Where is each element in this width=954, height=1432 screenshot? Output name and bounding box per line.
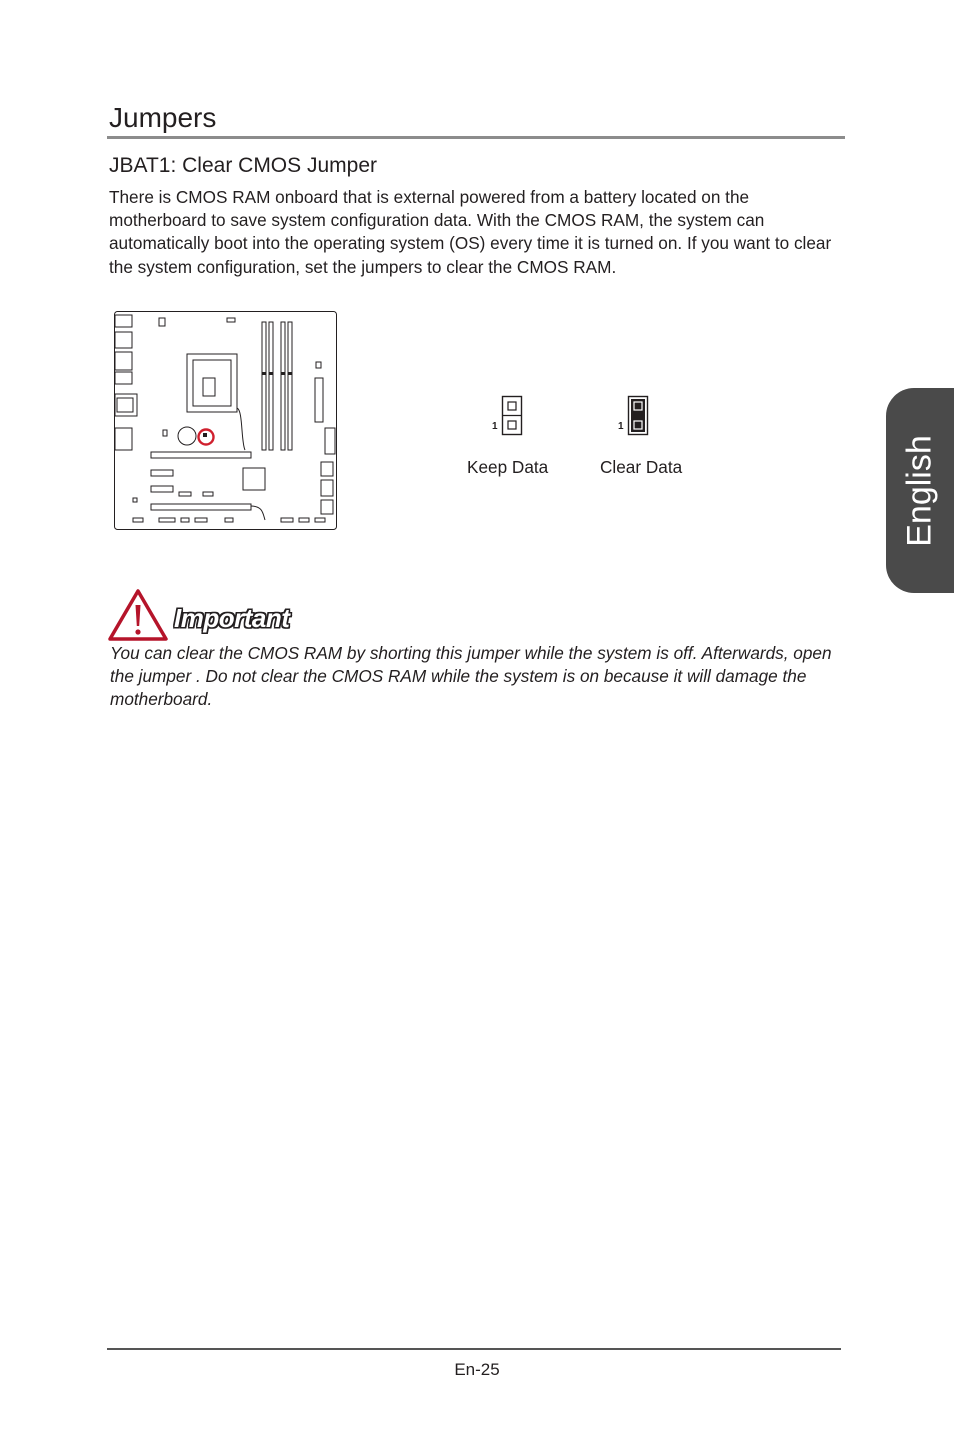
section-body: There is CMOS RAM onboard that is external powered from a battery located on the motherboard to save system configuration data. With the CMOS RAM, the system can automatically boot into the operating system (OS) every time it is turned on. If you want to clear the system configuration, set the jumpers to clear the CMOS RAM. xyxy=(109,187,832,277)
language-tab xyxy=(886,388,954,593)
important-text: You can clear the CMOS RAM by shorting this jumper while the system is off. Afterwards, open the jumper . Do not clear the CMOS RAM while the system is on because it will damage the motherboard. xyxy=(110,643,832,710)
language-tab-label: English xyxy=(900,434,939,547)
keep-data-pin1-label: 1 xyxy=(492,421,498,432)
warning-icon xyxy=(107,588,169,642)
keep-data-label: Keep Data xyxy=(467,457,549,477)
section-title: JBAT1: Clear CMOS Jumper xyxy=(109,154,378,177)
page-title: Jumpers xyxy=(109,102,217,133)
page-number: En-25 xyxy=(454,1360,500,1379)
footer-rule xyxy=(107,1348,841,1350)
title-rule xyxy=(107,136,845,139)
clear-data-pin1-label: 1 xyxy=(618,421,624,432)
motherboard-diagram xyxy=(113,310,339,532)
clear-data-label: Clear Data xyxy=(600,457,683,477)
important-label: Important xyxy=(174,603,290,633)
